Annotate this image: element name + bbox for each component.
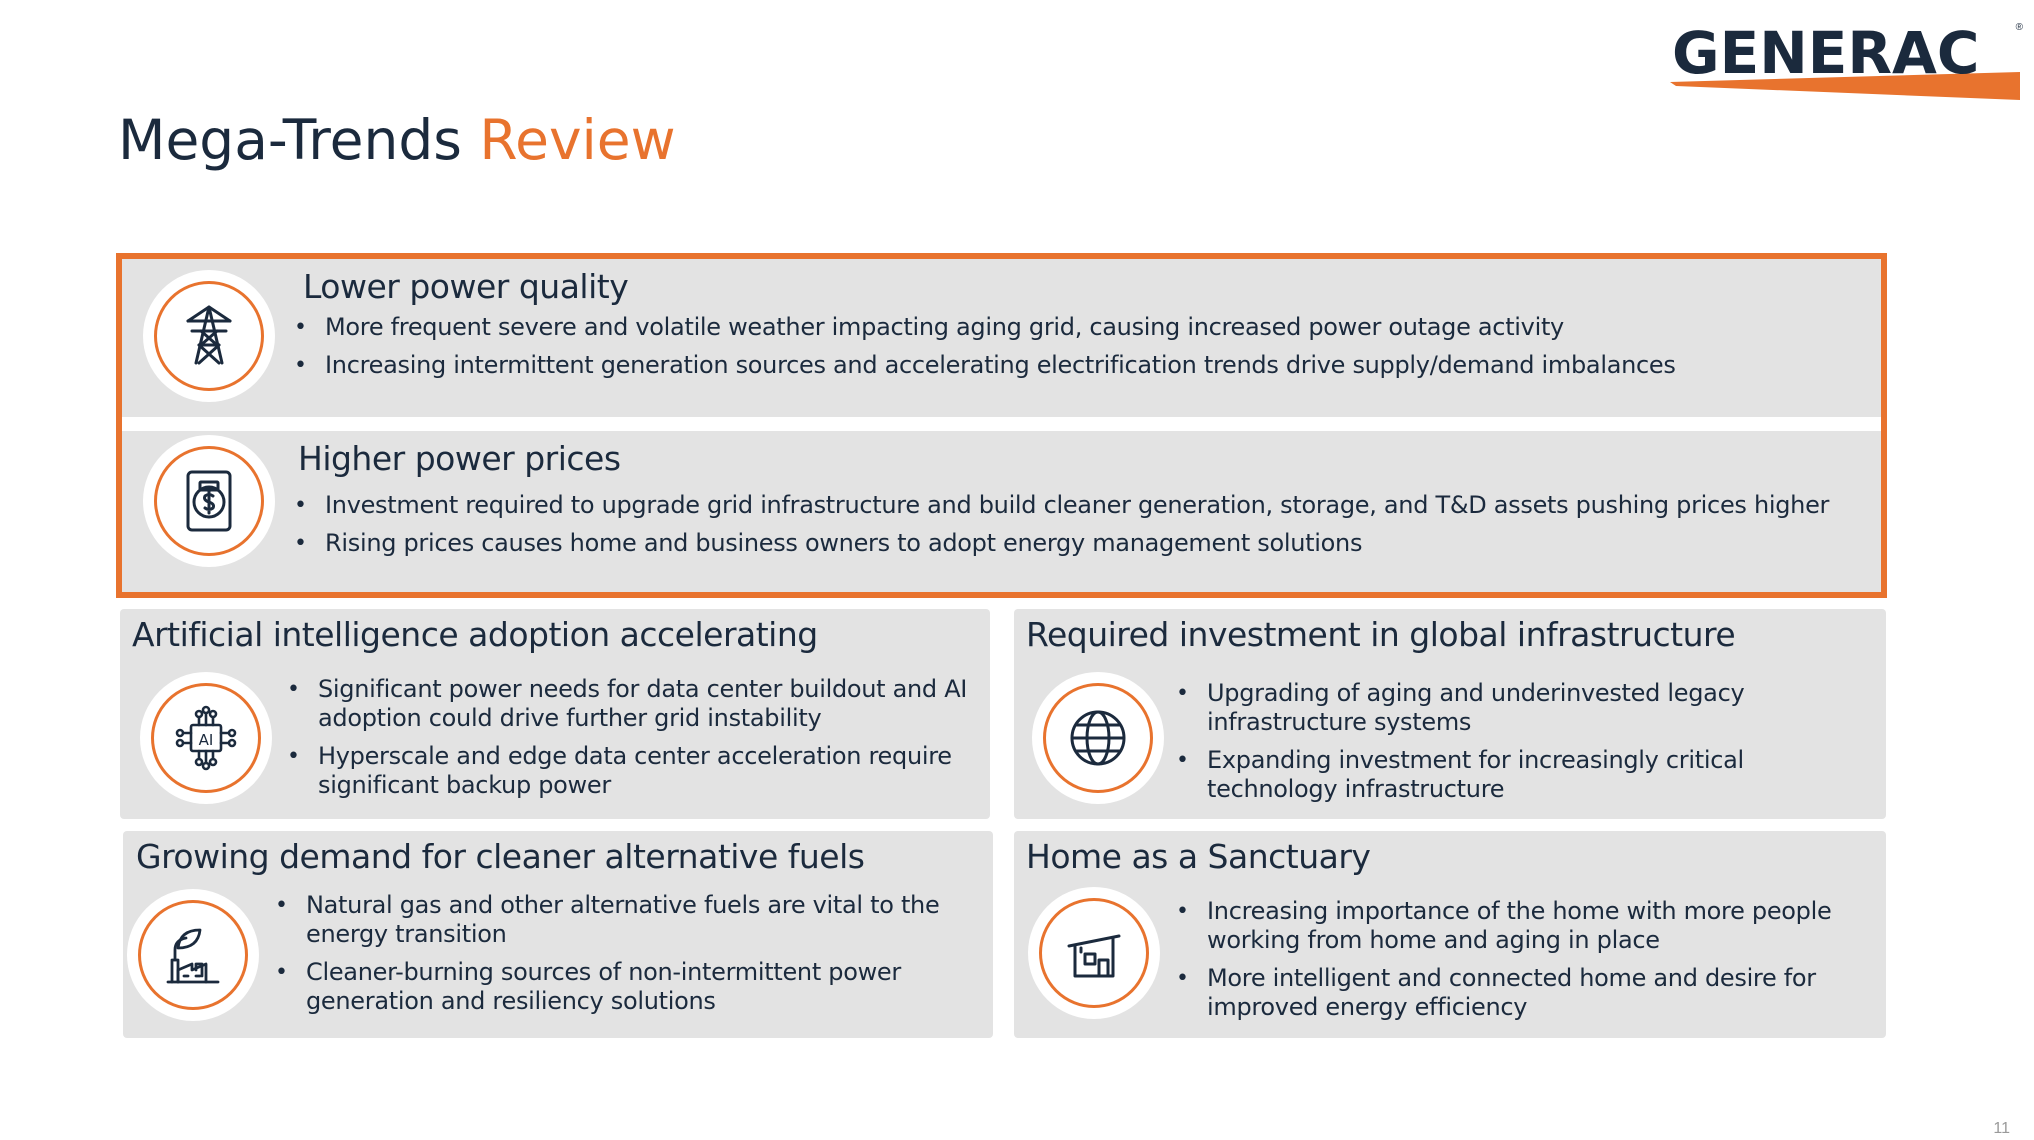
bullet-list bbox=[1174, 897, 1874, 1031]
icon-badge bbox=[143, 435, 275, 567]
trend-card-ai bbox=[120, 609, 990, 819]
page-title-accent: Review bbox=[479, 108, 676, 172]
generac-logo bbox=[1670, 18, 2025, 108]
page-title bbox=[118, 108, 676, 172]
ai-chip-icon bbox=[171, 703, 241, 773]
bullet-item: • Rising prices causes home and business owners to adopt energy management solutions bbox=[292, 529, 1862, 558]
highlighted-trends-frame bbox=[116, 253, 1887, 598]
home-icon bbox=[1059, 918, 1129, 988]
bullet-item: • Natural gas and other alternative fuels are vital to the energy transition bbox=[273, 891, 973, 949]
panel-title: Lower power quality bbox=[303, 267, 629, 306]
bullet-item: • Significant power needs for data center buildout and AI adoption could drive further grid instability bbox=[285, 675, 975, 733]
bullet-item: • Cleaner-burning sources of non-intermittent power generation and resiliency solutions bbox=[273, 958, 973, 1016]
bullet-list bbox=[292, 491, 1862, 567]
svg-text:AI: AI bbox=[198, 731, 214, 749]
trend-card-infrastructure bbox=[1014, 609, 1886, 819]
bullet-item: • Expanding investment for increasingly critical technology infrastructure bbox=[1174, 746, 1874, 804]
bullet-item: • Investment required to upgrade grid infrastructure and build cleaner generation, storage, and T&D assets pushing prices higher bbox=[292, 491, 1862, 520]
electric-meter-icon bbox=[174, 466, 244, 536]
bullet-list bbox=[285, 675, 975, 809]
bullet-item: • Increasing importance of the home with more people working from home and aging in place bbox=[1174, 897, 1874, 955]
globe-icon bbox=[1063, 703, 1133, 773]
icon-badge bbox=[143, 270, 275, 402]
bullet-list bbox=[273, 891, 973, 1025]
green-factory-icon bbox=[158, 920, 228, 990]
bullet-item: • More frequent severe and volatile weather impacting aging grid, causing increased power outage activity bbox=[292, 313, 1862, 342]
logo-wordmark: GENERAC bbox=[1672, 19, 1980, 87]
card-title: Artificial intelligence adoption accelerating bbox=[132, 615, 818, 654]
page-number: 11 bbox=[1993, 1120, 2010, 1137]
card-title: Growing demand for cleaner alternative fuels bbox=[136, 837, 865, 876]
icon-badge bbox=[127, 889, 259, 1021]
trend-panel-power-prices bbox=[122, 431, 1881, 592]
card-title: Home as a Sanctuary bbox=[1026, 837, 1371, 876]
bullet-item: • Upgrading of aging and underinvested legacy infrastructure systems bbox=[1174, 679, 1874, 737]
bullet-list bbox=[292, 313, 1862, 389]
bullet-item: • Increasing intermittent generation sources and accelerating electrification trends drive supply/demand imbalances bbox=[292, 351, 1862, 380]
card-title: Required investment in global infrastructure bbox=[1026, 615, 1736, 654]
panel-title: Higher power prices bbox=[298, 439, 621, 478]
bullet-list bbox=[1174, 679, 1874, 813]
transmission-tower-icon bbox=[174, 301, 244, 371]
logo-registered-mark: ® bbox=[2015, 22, 2023, 33]
icon-badge bbox=[1032, 672, 1164, 804]
trend-card-home-sanctuary bbox=[1014, 831, 1886, 1038]
icon-badge bbox=[1028, 887, 1160, 1019]
trend-panel-power-quality bbox=[122, 259, 1881, 417]
page-title-main: Mega-Trends bbox=[118, 108, 462, 172]
icon-badge bbox=[140, 672, 272, 804]
trend-card-cleaner-fuels bbox=[123, 831, 993, 1038]
bullet-item: • Hyperscale and edge data center acceleration require significant backup power bbox=[285, 742, 975, 800]
bullet-item: • More intelligent and connected home and desire for improved energy efficiency bbox=[1174, 964, 1874, 1022]
